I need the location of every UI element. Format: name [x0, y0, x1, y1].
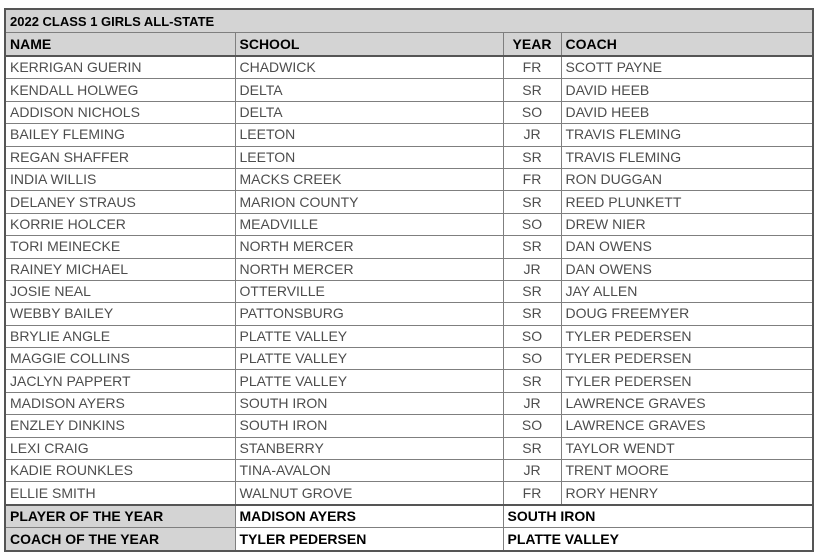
player-school: DELTA [235, 101, 503, 123]
player-coach: DOUG FREEMYER [561, 303, 813, 325]
player-name: BRYLIE ANGLE [5, 325, 235, 347]
player-name: KORRIE HOLCER [5, 213, 235, 235]
player-name: JOSIE NEAL [5, 280, 235, 302]
award-row [5, 528, 813, 551]
title-row [5, 9, 813, 33]
header-name: NAME [5, 33, 235, 57]
player-school: OTTERVILLE [235, 280, 503, 302]
player-coach: DAVID HEEB [561, 101, 813, 123]
player-name: WEBBY BAILEY [5, 303, 235, 325]
table-row [5, 236, 813, 258]
player-name: TORI MEINECKE [5, 236, 235, 258]
player-year: SO [503, 415, 561, 437]
award-winner: TYLER PEDERSEN [235, 528, 503, 551]
table-row [5, 348, 813, 370]
player-school: MARION COUNTY [235, 191, 503, 213]
player-school: MEADVILLE [235, 213, 503, 235]
player-coach: LAWRENCE GRAVES [561, 415, 813, 437]
player-year: FR [503, 56, 561, 79]
award-school: SOUTH IRON [503, 505, 813, 528]
table-row [5, 146, 813, 168]
header-coach: COACH [561, 33, 813, 57]
award-row [5, 505, 813, 528]
table-row [5, 79, 813, 101]
player-name: LEXI CRAIG [5, 437, 235, 459]
header-row [5, 33, 813, 57]
award-label: COACH OF THE YEAR [5, 528, 235, 551]
player-school: STANBERRY [235, 437, 503, 459]
player-school: MACKS CREEK [235, 168, 503, 190]
player-coach: TAYLOR WENDT [561, 437, 813, 459]
table-row [5, 56, 813, 79]
player-year: SR [503, 303, 561, 325]
player-coach: TYLER PEDERSEN [561, 348, 813, 370]
player-name: ELLIE SMITH [5, 482, 235, 505]
table-row [5, 460, 813, 482]
player-coach: SCOTT PAYNE [561, 56, 813, 79]
player-name: RAINEY MICHAEL [5, 258, 235, 280]
table-title: 2022 CLASS 1 GIRLS ALL-STATE [5, 9, 813, 33]
player-school: DELTA [235, 79, 503, 101]
player-name: JACLYN PAPPERT [5, 370, 235, 392]
player-year: JR [503, 460, 561, 482]
player-coach: RON DUGGAN [561, 168, 813, 190]
player-name: DELANEY STRAUS [5, 191, 235, 213]
player-school: PLATTE VALLEY [235, 325, 503, 347]
player-coach: TRAVIS FLEMING [561, 146, 813, 168]
award-label: PLAYER OF THE YEAR [5, 505, 235, 528]
player-coach: DAVID HEEB [561, 79, 813, 101]
player-year: SR [503, 146, 561, 168]
player-coach: DAN OWENS [561, 258, 813, 280]
header-year: YEAR [503, 33, 561, 57]
table-row [5, 191, 813, 213]
player-year: SO [503, 213, 561, 235]
player-coach: TYLER PEDERSEN [561, 370, 813, 392]
player-name: INDIA WILLIS [5, 168, 235, 190]
player-school: LEETON [235, 124, 503, 146]
player-school: SOUTH IRON [235, 392, 503, 414]
player-school: WALNUT GROVE [235, 482, 503, 505]
player-year: SO [503, 348, 561, 370]
all-state-table [4, 8, 814, 552]
table-row [5, 437, 813, 459]
player-year: SR [503, 370, 561, 392]
player-year: SR [503, 191, 561, 213]
player-coach: TRAVIS FLEMING [561, 124, 813, 146]
table-row [5, 124, 813, 146]
player-school: TINA-AVALON [235, 460, 503, 482]
player-coach: LAWRENCE GRAVES [561, 392, 813, 414]
table-row [5, 392, 813, 414]
player-year: JR [503, 124, 561, 146]
player-name: ADDISON NICHOLS [5, 101, 235, 123]
player-name: BAILEY FLEMING [5, 124, 235, 146]
table-row [5, 415, 813, 437]
table-row [5, 482, 813, 505]
table-row [5, 258, 813, 280]
player-year: JR [503, 258, 561, 280]
player-school: SOUTH IRON [235, 415, 503, 437]
table-row [5, 168, 813, 190]
table-row [5, 213, 813, 235]
player-coach: DAN OWENS [561, 236, 813, 258]
table-row [5, 303, 813, 325]
player-school: NORTH MERCER [235, 258, 503, 280]
player-year: SO [503, 101, 561, 123]
player-year: SR [503, 437, 561, 459]
table-row [5, 280, 813, 302]
player-school: LEETON [235, 146, 503, 168]
player-name: KADIE ROUNKLES [5, 460, 235, 482]
player-year: FR [503, 168, 561, 190]
player-school: NORTH MERCER [235, 236, 503, 258]
player-name: MADISON AYERS [5, 392, 235, 414]
player-year: FR [503, 482, 561, 505]
player-year: SR [503, 236, 561, 258]
table-row [5, 101, 813, 123]
player-year: SO [503, 325, 561, 347]
player-coach: REED PLUNKETT [561, 191, 813, 213]
player-coach: RORY HENRY [561, 482, 813, 505]
player-name: REGAN SHAFFER [5, 146, 235, 168]
player-year: SR [503, 79, 561, 101]
player-school: PLATTE VALLEY [235, 370, 503, 392]
award-winner: MADISON AYERS [235, 505, 503, 528]
award-school: PLATTE VALLEY [503, 528, 813, 551]
player-school: PLATTE VALLEY [235, 348, 503, 370]
player-name: ENZLEY DINKINS [5, 415, 235, 437]
player-name: MAGGIE COLLINS [5, 348, 235, 370]
player-coach: DREW NIER [561, 213, 813, 235]
player-name: KENDALL HOLWEG [5, 79, 235, 101]
player-school: CHADWICK [235, 56, 503, 79]
player-coach: TYLER PEDERSEN [561, 325, 813, 347]
header-school: SCHOOL [235, 33, 503, 57]
player-year: JR [503, 392, 561, 414]
table-row [5, 325, 813, 347]
table-row [5, 370, 813, 392]
player-coach: TRENT MOORE [561, 460, 813, 482]
player-coach: JAY ALLEN [561, 280, 813, 302]
player-year: SR [503, 280, 561, 302]
player-name: KERRIGAN GUERIN [5, 56, 235, 79]
player-school: PATTONSBURG [235, 303, 503, 325]
